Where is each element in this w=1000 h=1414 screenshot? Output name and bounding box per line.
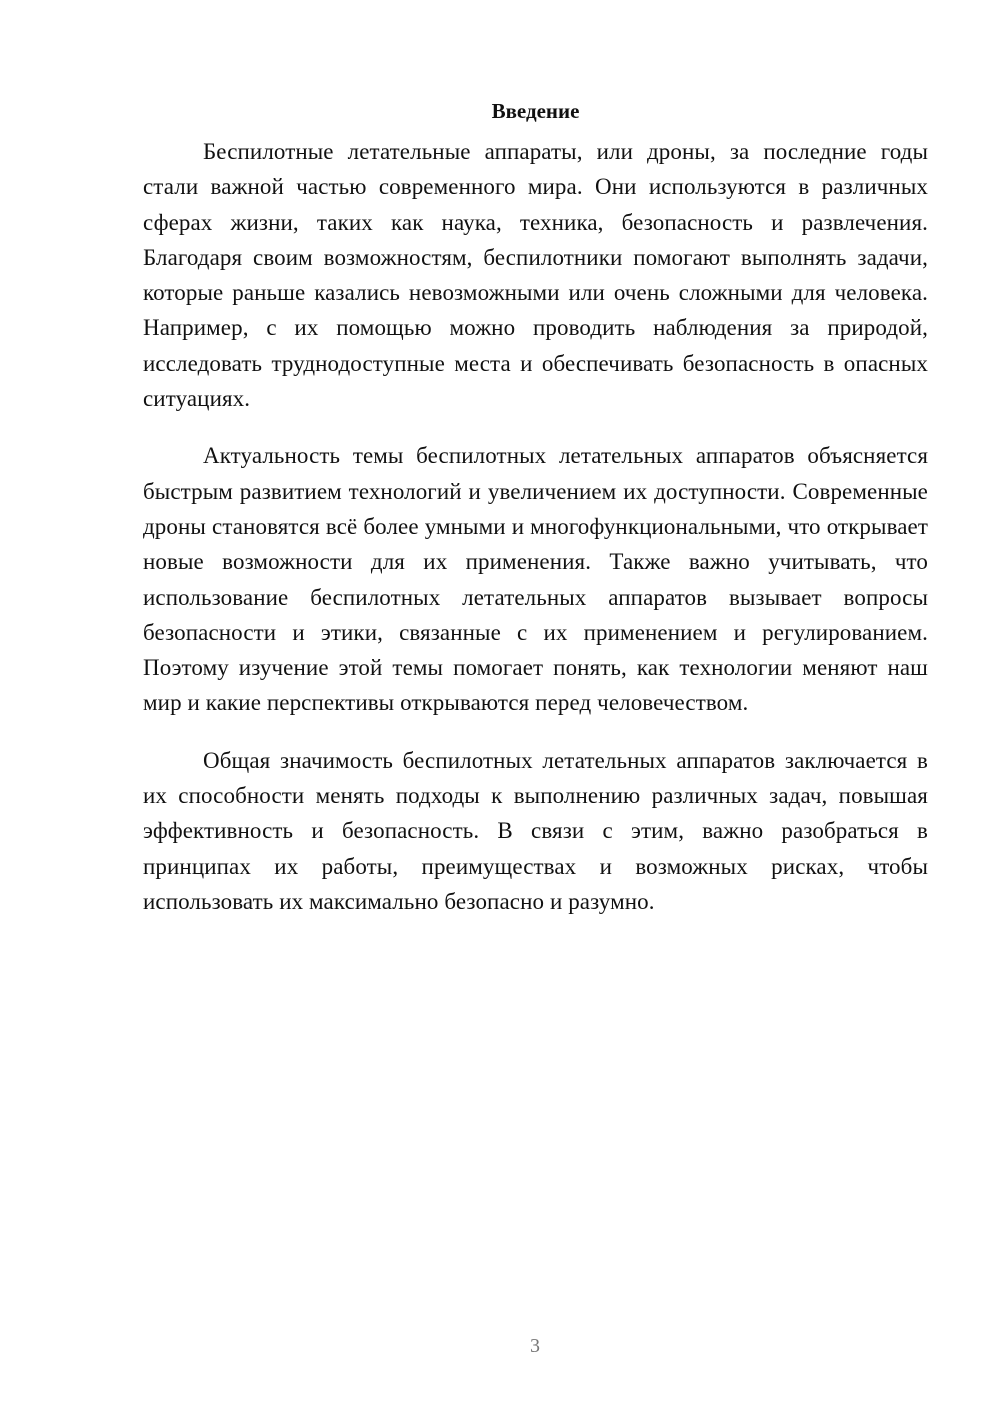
paragraph-3: Общая значимость беспилотных летательных аппаратов заключается в их способности менять подходы к выполнению различных задач, повышая эффективность и безопасность. В связи с этим, важно разобраться в принципах их работы, преимуществах и возможных рисках, чтобы использовать их максимально безопасно и разумно. <box>143 747 928 914</box>
page-content <box>143 98 928 941</box>
section-title: Введение <box>491 99 580 123</box>
page-number: 3 <box>530 1335 540 1357</box>
paragraph-2: Актуальность темы беспилотных летательных аппаратов объясняется быстрым развитием технологий и увеличением их доступности. Современные дроны становятся всё более умными и многофункциональными, что открывает новые возможности для их применения. Также важно учитывать, что использование беспилотных летательных аппаратов вызывает вопросы безопасности и этики, связанные с их применением и регулированием. Поэтому изучение этой темы помогает понять, как технологии меняют наш мир и какие перспективы открываются перед человечеством. <box>143 443 928 716</box>
paragraph-1: Беспилотные летательные аппараты, или дроны, за последние годы стали важной частью современного мира. Они используются в различных сферах жизни, таких как наука, техника, безопасность и развлечения. Благодаря своим возможностям, беспилотники помогают выполнять задачи, которые раньше казались невозможными или очень сложными для человека. Например, с их помощью можно проводить наблюдения за природой, исследовать труднодоступные места и обеспечивать безопасность в опасных ситуациях. <box>143 139 928 412</box>
